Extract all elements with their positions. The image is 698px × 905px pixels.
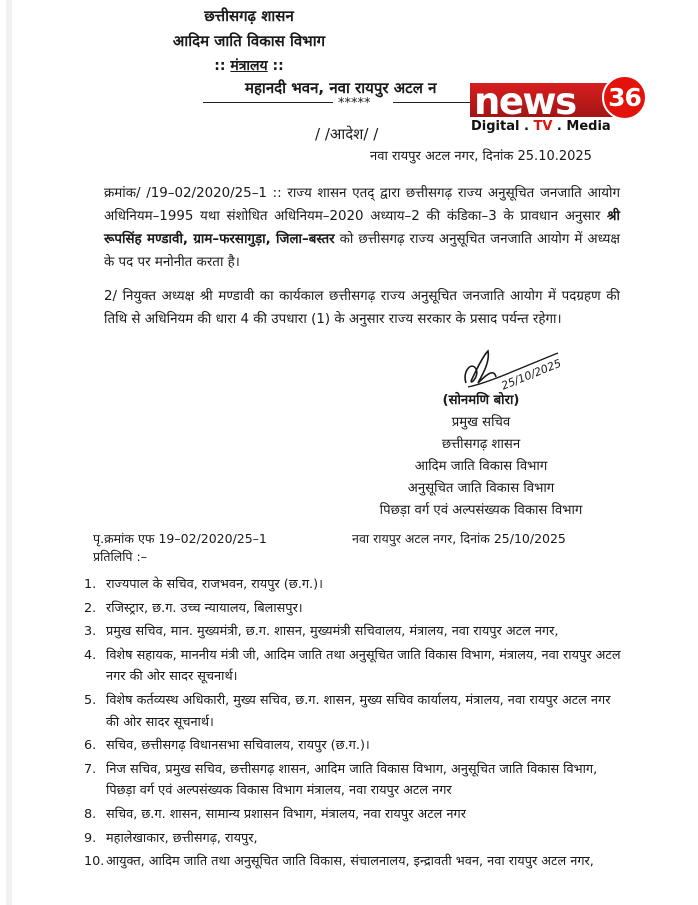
header-ministry-suffix: :: [267,58,284,74]
list-item [84,759,624,802]
signatory-line: अनुसूचित जाति विकास विभाग [407,481,555,496]
list-item-number: 1. [84,577,97,592]
signatory-line: पिछड़ा वर्ग एवं अल्पसंख्यक विकास विभाग [379,503,583,518]
header-address: महानदी भवन, नवा रायपुर अटल न [245,79,437,97]
signature-date: 25/10/2025 [499,356,564,393]
list-item-number: 10. [84,854,105,870]
list-item [84,804,624,826]
list-item-text: विशेष कर्तव्यस्थ अधिकारी, मुख्य सचिव, छ.ग. शासन, मुख्य सचिव कार्यालय, मंत्रालय, नवा रायपुर अटल नगर की ओर सादर सूचनार्थ। [106,692,611,730]
list-item-number: 6. [84,738,97,754]
header-government: छत्तीसगढ़ शासन [204,7,294,25]
header-ministry [0,56,598,75]
list-item-text: रजिस्ट्रार, छ.ग. उच्च न्यायालय, बिलासपुर। [106,600,303,616]
list-item-text: निज सचिव, प्रमुख सचिव, छत्तीसगढ़ शासन, आदिम जाति विकास विभाग, अनुसूचित जाति विकास विभाग, पिछड़ा वर्ग एवं अल्पसंख्यक विकास विभाग मंत्रालय, नवा रायपुर अटल नगर [106,761,598,799]
header-divider-right [393,102,473,103]
logo-tagline-digital: Digital . [471,119,534,134]
list-item-number: 3. [84,624,97,640]
logo-brand-number: 36 [608,83,641,112]
logo-red-bar [470,80,616,123]
paragraph-1-text-a: क्रमांक/ /19–02/2020/25–1 :: राज्य शासन एतद् द्वारा छत्तीसगढ़ राज्य अनुसूचित जनजाति आयोग अधिनियम–1995 यथा संशोधित अधिनियम–2020 अध्याय–2 की कंडिका–3 के प्रावधान अनुसार [104,186,620,224]
signatory-name: (सोनमणि बोरा) [442,393,520,408]
copy-heading: प्रतिलिपि :– [93,549,147,564]
logo-tagline [471,119,611,134]
list-item-number: 5. [84,692,97,708]
header-department: आदिम जाति विकास विभाग [172,32,326,50]
list-item [84,598,624,620]
list-item [84,645,624,688]
header-divider-left [203,102,333,103]
list-item-text: सचिव, छत्तीसगढ़ विधानसभा सचिवालय, रायपुर (छ.ग.)। [106,738,370,754]
list-item-number: 4. [84,647,97,663]
header-ministry-prefix: :: [214,58,231,74]
copy-date: नवा रायपुर अटल नगर, दिनांक 25/10/2025 [352,531,566,546]
paragraph-1-text-b: को छत्तीसगढ़ राज्य अनुसूचित जनजाति आयोग में अध्यक्ष के पद पर मनोनीत करता है। [104,232,620,270]
signatory-line: छत्तीसगढ़ शासन [441,437,521,452]
logo-tagline-tv: TV [533,119,553,134]
list-item-number: 7. [84,761,97,777]
news36-logo [470,80,648,134]
list-item-number: 2. [84,600,97,616]
handwritten-signature [458,343,568,395]
order-date: नवा रायपुर अटल नगर, दिनांक 25.10.2025 [370,149,592,164]
logo-circle [602,75,647,120]
logo-brand-text: news [474,80,576,123]
list-item-number: 8. [84,806,97,822]
list-item [84,735,624,757]
order-paragraph-2: 2/ नियुक्त अध्यक्ष श्री मण्डावी का कार्यकाल छत्तीसगढ़ राज्य अनुसूचित जनजाति आयोग में पदग्रहण की तिथि से अधिनियम की धारा 4 की उपधारा (1) के अनुसार राज्य सरकार के प्रसाद पर्यन्त रहेगा। [104,289,620,327]
order-paragraph-1 [104,182,620,274]
list-item-text: प्रमुख सचिव, मान. मुख्यमंत्री, छ.ग. शासन, मुख्यमंत्री सचिवालय, मंत्रालय, नवा रायपुर अटल नगर, [106,624,559,640]
logo-tagline-media: . Media [552,119,611,134]
order-title: / /आदेश/ / [315,125,379,143]
header-stars: ***** [338,96,371,111]
copy-reference-number: पृ.क्रमांक एफ 19–02/2020/25–1 [93,531,267,546]
list-item-number: 9. [84,830,97,846]
list-item [84,690,624,733]
copy-recipient-list [84,574,624,875]
appointee-details: श्री रूपसिंह मण्डावी, ग्राम–फरसागुड़ा, जिला–बस्तर [104,209,620,247]
signatory-block [356,390,606,522]
list-item [84,621,624,643]
list-item [84,574,624,596]
list-item-text: आयुक्त, आदिम जाति तथा अनुसूचित जाति विकास, संचालनालय, इन्द्रावती भवन, नवा रायपुर अटल नगर, [106,854,594,870]
list-item-text: महालेखाकार, छत्तीसगढ़, रायपुर, [106,830,258,846]
scan-edge-shadow [6,0,12,905]
signatory-designation: प्रमुख सचिव [451,415,511,430]
signatory-line: आदिम जाति विकास विभाग [414,459,548,474]
list-item [84,851,624,873]
list-item [84,828,624,850]
list-item-text: सचिव, छ.ग. शासन, सामान्य प्रशासन विभाग, मंत्रालय, नवा रायपुर अटल नगर [106,806,466,822]
list-item-text: राज्यपाल के सचिव, राजभवन, रायपुर (छ.ग.)। [106,577,323,592]
list-item-text: विशेष सहायक, माननीय मंत्री जी, आदिम जाति तथा अनुसूचित जाति विकास विभाग, मंत्रालय, नवा रायपुर अटल नगर की ओर सादर सूचनार्थ। [106,647,621,685]
header-ministry-word: मंत्रालय [230,58,268,74]
